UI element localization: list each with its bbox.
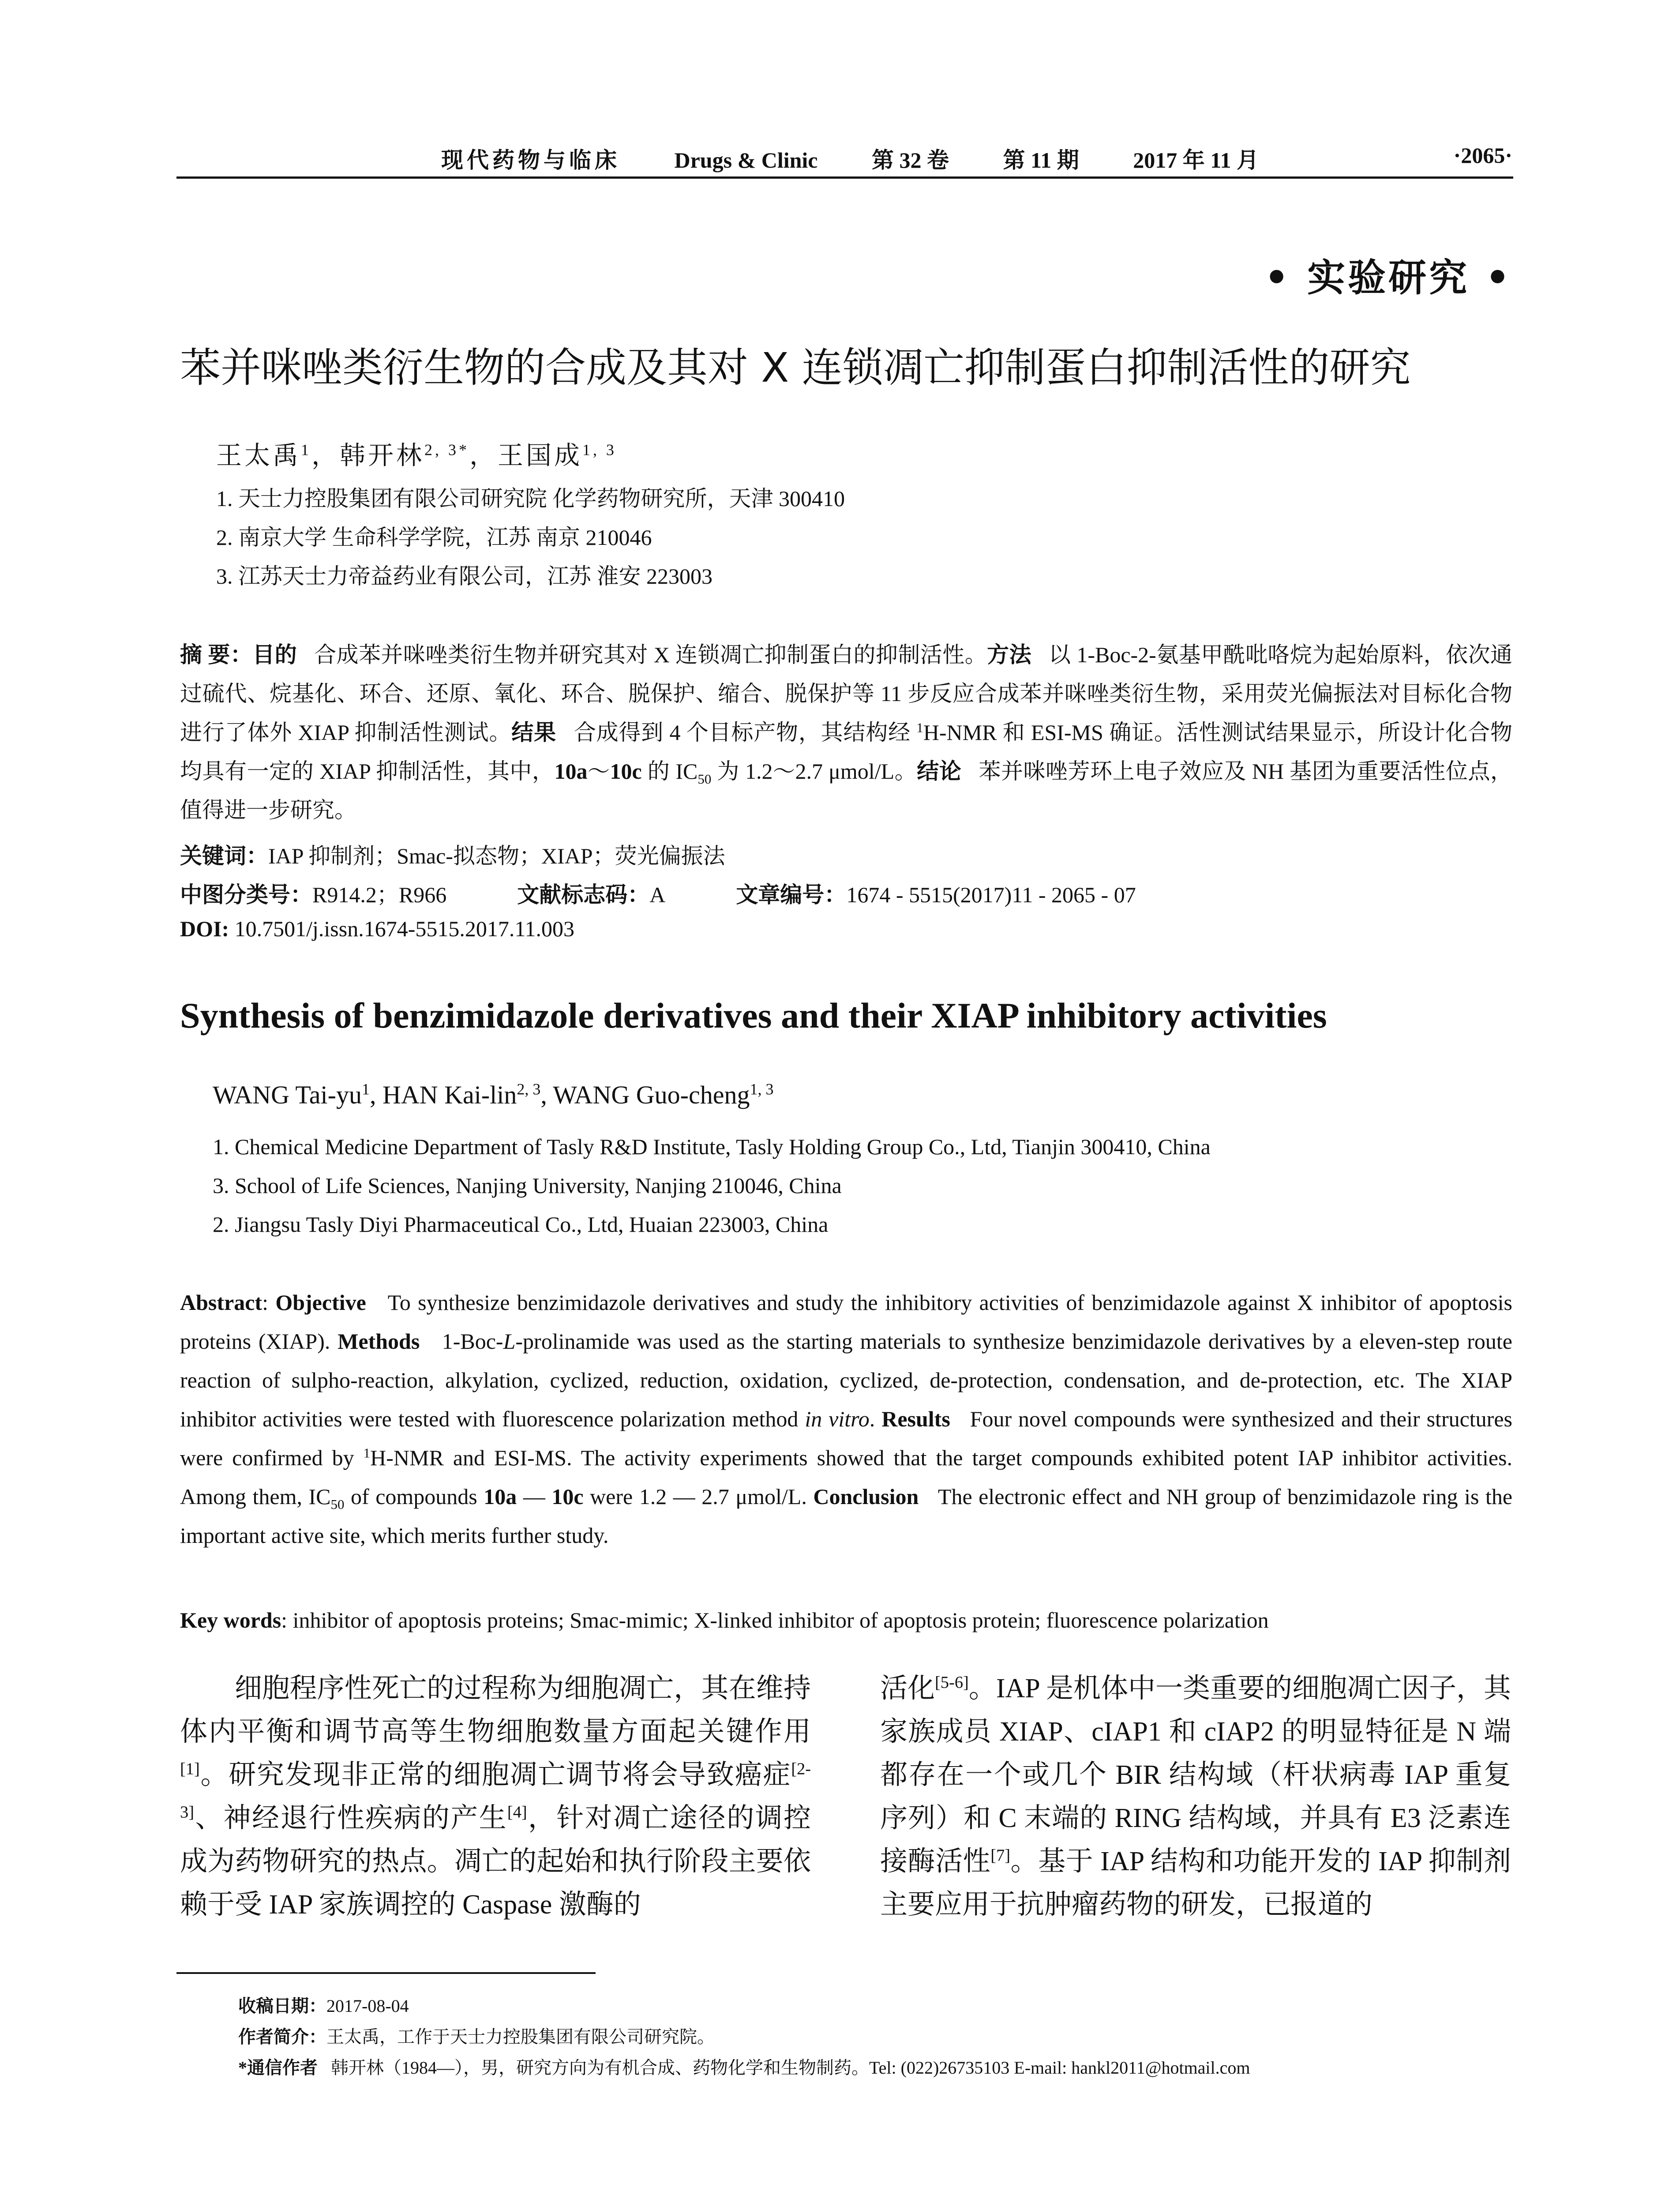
keywords-cn xyxy=(180,838,725,870)
citation[interactable]: [1] xyxy=(180,1760,200,1778)
doi-line xyxy=(180,916,574,942)
author-affil-sup: 1, 3 xyxy=(750,1080,774,1098)
corresponding-label: *通信作者 xyxy=(238,2058,318,2078)
abstract-label: 摘 要： xyxy=(180,642,253,667)
compound-label: 10a xyxy=(554,759,588,784)
affiliation-cn: 2. 南京大学 生命科学学院，江苏 南京 210046 xyxy=(216,525,652,550)
clc-label: 中图分类号： xyxy=(180,882,312,907)
author-bio: 王太禹，工作于天士力控股集团有限公司研究院。 xyxy=(326,2027,715,2047)
author-sep: ， xyxy=(469,441,498,470)
section-label: • 实验研究 • xyxy=(1264,255,1512,300)
running-header xyxy=(441,143,1307,174)
results-label: 结果 xyxy=(511,720,556,745)
superscript: 1 xyxy=(916,720,923,735)
methods-label: Methods xyxy=(338,1329,420,1354)
objective-label: Objective xyxy=(275,1290,366,1315)
keywords-label: Key words xyxy=(180,1608,281,1632)
citation[interactable]: [7] xyxy=(990,1846,1010,1865)
title-en: Synthesis of benzimidazole derivatives and their XIAP inhibitory activities xyxy=(180,995,1327,1035)
journal-name-en: Drugs & Clinic xyxy=(674,148,818,173)
author-affil-sup: 1 xyxy=(301,441,311,459)
affiliation-cn: 3. 江苏天士力帝益药业有限公司，江苏 淮安 223003 xyxy=(216,564,712,589)
title-cn: 苯并咪唑类衍生物的合成及其对 X 连锁凋亡抑制蛋白抑制活性的研究 xyxy=(180,344,1411,391)
methods-text: -prolinamide was used as the starting materials to synthesize benzimidazole derivatives by a eleven-step route reaction of sulpho-reaction, alkylation, cyclized, reduction, oxidation, cyclized, de-protection, condensation, and de-protection, etc. The XIAP inhibitor activities were tested with fluorescence polarization method xyxy=(180,1329,1512,1431)
article-no-value: 1674 - 5515(2017)11 - 2065 - 07 xyxy=(846,882,1136,907)
classification-line xyxy=(180,877,1207,909)
doi-value: 10.7501/j.issn.1674-5515.2017.11.003 xyxy=(234,916,574,941)
author-name: , HAN Kai-lin xyxy=(369,1080,517,1109)
compound-label: 10a xyxy=(484,1484,517,1509)
conclusion-text: 苯并咪唑芳环上电子效应及 NH 基团为重要活性位点，值得进一步研究。 xyxy=(180,759,1513,822)
compound-label: 10c xyxy=(551,1484,584,1509)
author-affil-sup: 1, 3 xyxy=(582,441,617,459)
methods-label: 方法 xyxy=(987,642,1032,667)
subscript: 50 xyxy=(698,771,712,787)
objective-label: 目的 xyxy=(252,642,297,667)
methods-text: 1-Boc- xyxy=(442,1329,503,1354)
italic-text: L xyxy=(503,1329,516,1354)
footnote-rule xyxy=(176,1972,596,1974)
abstract-colon: : xyxy=(262,1290,268,1315)
body-text: ，针对凋亡途径的调控成为药物研究的热点。凋亡的起始和执行阶段主要依赖于受 IAP 家族调控的 Caspase 激酶的 xyxy=(180,1803,811,1920)
author-bio-label: 作者简介： xyxy=(238,2027,326,2047)
journal-name-cn: 现代药物与临床 xyxy=(441,148,620,173)
author-name: 韩开林 xyxy=(340,441,425,470)
received-label: 收稿日期： xyxy=(238,1996,326,2016)
conclusion-text: The electronic effect and NH group of benzimidazole ring is the important active site, which merits further study. xyxy=(180,1484,1513,1548)
doc-code-value: A xyxy=(649,882,666,907)
footnote-corresponding xyxy=(238,2054,1250,2079)
keywords-text: inhibitor of apoptosis proteins; Smac-mimic; X-linked inhibitor of apoptosis protein; fluorescence polarization xyxy=(292,1608,1269,1632)
received-date: 2017-08-04 xyxy=(326,1996,409,2016)
compound-label: 10c xyxy=(610,759,642,784)
footnote-author xyxy=(238,2023,715,2048)
author-name: WANG Tai-yu xyxy=(213,1080,362,1109)
results-text: 合成得到 4 个目标产物，其结构经 xyxy=(574,720,917,745)
results-text: 为 1.2～2.7 μmol/L。 xyxy=(711,759,917,784)
methods-text: 以 1-Boc-2-氨基甲酰吡咯烷为起始原料，依次通过硫代、烷基化、环合、还原、氧化、环合、脱保护、缩合、脱保护等 11 步反应合成苯并咪唑类衍生物，采用荧光偏振法对目标化合物进行了体外 XIAP 抑制活性测试。 xyxy=(180,642,1513,745)
results-text: were 1.2 — 2.7 μmol/L. xyxy=(583,1484,807,1509)
conclusion-label: Conclusion xyxy=(813,1484,919,1509)
author-name: , WANG Guo-cheng xyxy=(540,1080,750,1109)
author-affil-sup: 1 xyxy=(361,1080,370,1098)
body-text: 活化 xyxy=(880,1673,935,1703)
doi-label: DOI: xyxy=(180,916,229,941)
objective-text: To synthesize benzimidazole derivatives and study the inhibitory activities of benzimidazole against X inhibitor of apoptosis proteins (XIAP). xyxy=(180,1290,1513,1354)
methods-text: . xyxy=(869,1407,875,1431)
keywords-label: 关键词： xyxy=(180,844,268,868)
conclusion-label: 结论 xyxy=(917,759,962,784)
results-text: 的 IC xyxy=(641,759,698,784)
author-affil-sup: 2, 3* xyxy=(424,441,469,459)
superscript: 1 xyxy=(363,1445,371,1461)
body-text: 。IAP 是机体中一类重要的细胞凋亡因子，其家族成员 XIAP、cIAP1 和 cIAP2 的明显特征是 N 端都存在一个或几个 BIR 结构域（杆状病毒 IAP 重复序列）和 C 末端的 RING 结构域，并具有 E3 泛素连接酶活性 xyxy=(880,1673,1511,1876)
results-text: H-NMR 和 ESI-MS 确证。活性测试结果显示，所设计化合物均具有一定的 XIAP 抑制活性，其中， xyxy=(180,720,1513,784)
corresponding-info: 韩开林（1984—），男，研究方向为有机合成、药物化学和生物制药。Tel: (022)26735103 E-mail: hankl2011@hotmail.com xyxy=(331,2058,1250,2078)
header-rule xyxy=(176,176,1513,179)
citation[interactable]: [5-6] xyxy=(935,1673,969,1692)
author-name: 王国成 xyxy=(497,441,582,470)
page-number: ·2065· xyxy=(1453,143,1512,168)
objective-text: 合成苯并咪唑类衍生物并研究其对 X 连锁凋亡抑制蛋白的抑制活性。 xyxy=(314,642,987,667)
results-text: ～ xyxy=(587,759,610,784)
results-text: — xyxy=(517,1484,552,1509)
citation[interactable]: [4] xyxy=(507,1803,527,1822)
citation[interactable]: [2-3] xyxy=(180,1760,811,1822)
results-text: of compounds xyxy=(344,1484,484,1509)
keywords-text: IAP 抑制剂；Smac-拟态物；XIAP；荧光偏振法 xyxy=(268,844,725,868)
keywords-en xyxy=(180,1607,1269,1633)
results-text: H-NMR and ESI-MS. The activity experiments showed that the target compounds exhibited potent IAP inhibitor activities. Among them, IC xyxy=(180,1445,1512,1509)
author-sep: ， xyxy=(311,441,340,470)
italic-text: in vitro xyxy=(805,1407,870,1431)
clc-value: R914.2；R966 xyxy=(312,882,447,907)
author-affil-sup: 2, 3 xyxy=(517,1080,541,1098)
publication-date: 2017 年 11 月 xyxy=(1133,148,1259,173)
authors-cn xyxy=(216,435,617,472)
affiliation-cn: 1. 天士力控股集团有限公司研究院 化学药物研究所，天津 300410 xyxy=(216,486,845,511)
abstract-label: Abstract xyxy=(180,1290,262,1315)
results-text: Four novel compounds were synthesized and their structures were confirmed by xyxy=(180,1407,1512,1470)
body-text: 。基于 IAP 结构和功能开发的 IAP 抑制剂主要应用于抗肿瘤药物的研发，已报道的 xyxy=(880,1846,1511,1920)
abstract-cn xyxy=(180,635,1512,829)
doc-code-label: 文献标志码： xyxy=(517,882,650,907)
authors-en xyxy=(213,1080,773,1110)
affiliation-en: 1. Chemical Medicine Department of Tasly R&D Institute, Tasly Holding Group Co., Ltd, Tianjin 300410, China xyxy=(213,1134,1211,1159)
keywords-colon: : xyxy=(281,1608,288,1632)
body-column-right xyxy=(880,1667,1511,1926)
body-text: 细胞程序性死亡的过程称为细胞凋亡，其在维持体内平衡和调节高等生物细胞数量方面起关键作用 xyxy=(180,1673,811,1747)
author-name: 王太禹 xyxy=(216,441,301,470)
results-label: Results xyxy=(881,1407,950,1431)
footnote-received xyxy=(238,1992,409,2017)
abstract-en xyxy=(180,1283,1512,1555)
article-no-label: 文章编号： xyxy=(736,882,847,907)
volume: 第 32 卷 xyxy=(872,148,949,173)
body-text: 、神经退行性疾病的产生 xyxy=(194,1803,507,1833)
affiliation-en: 2. Jiangsu Tasly Diyi Pharmaceutical Co., Ltd, Huaian 223003, China xyxy=(213,1212,829,1237)
issue: 第 11 期 xyxy=(1003,148,1079,173)
body-text: 。研究发现非正常的细胞凋亡调节将会导致癌症 xyxy=(199,1760,791,1790)
affiliation-en: 3. School of Life Sciences, Nanjing University, Nanjing 210046, China xyxy=(213,1173,842,1198)
body-column-left xyxy=(180,1667,811,1926)
subscript: 50 xyxy=(330,1497,345,1512)
